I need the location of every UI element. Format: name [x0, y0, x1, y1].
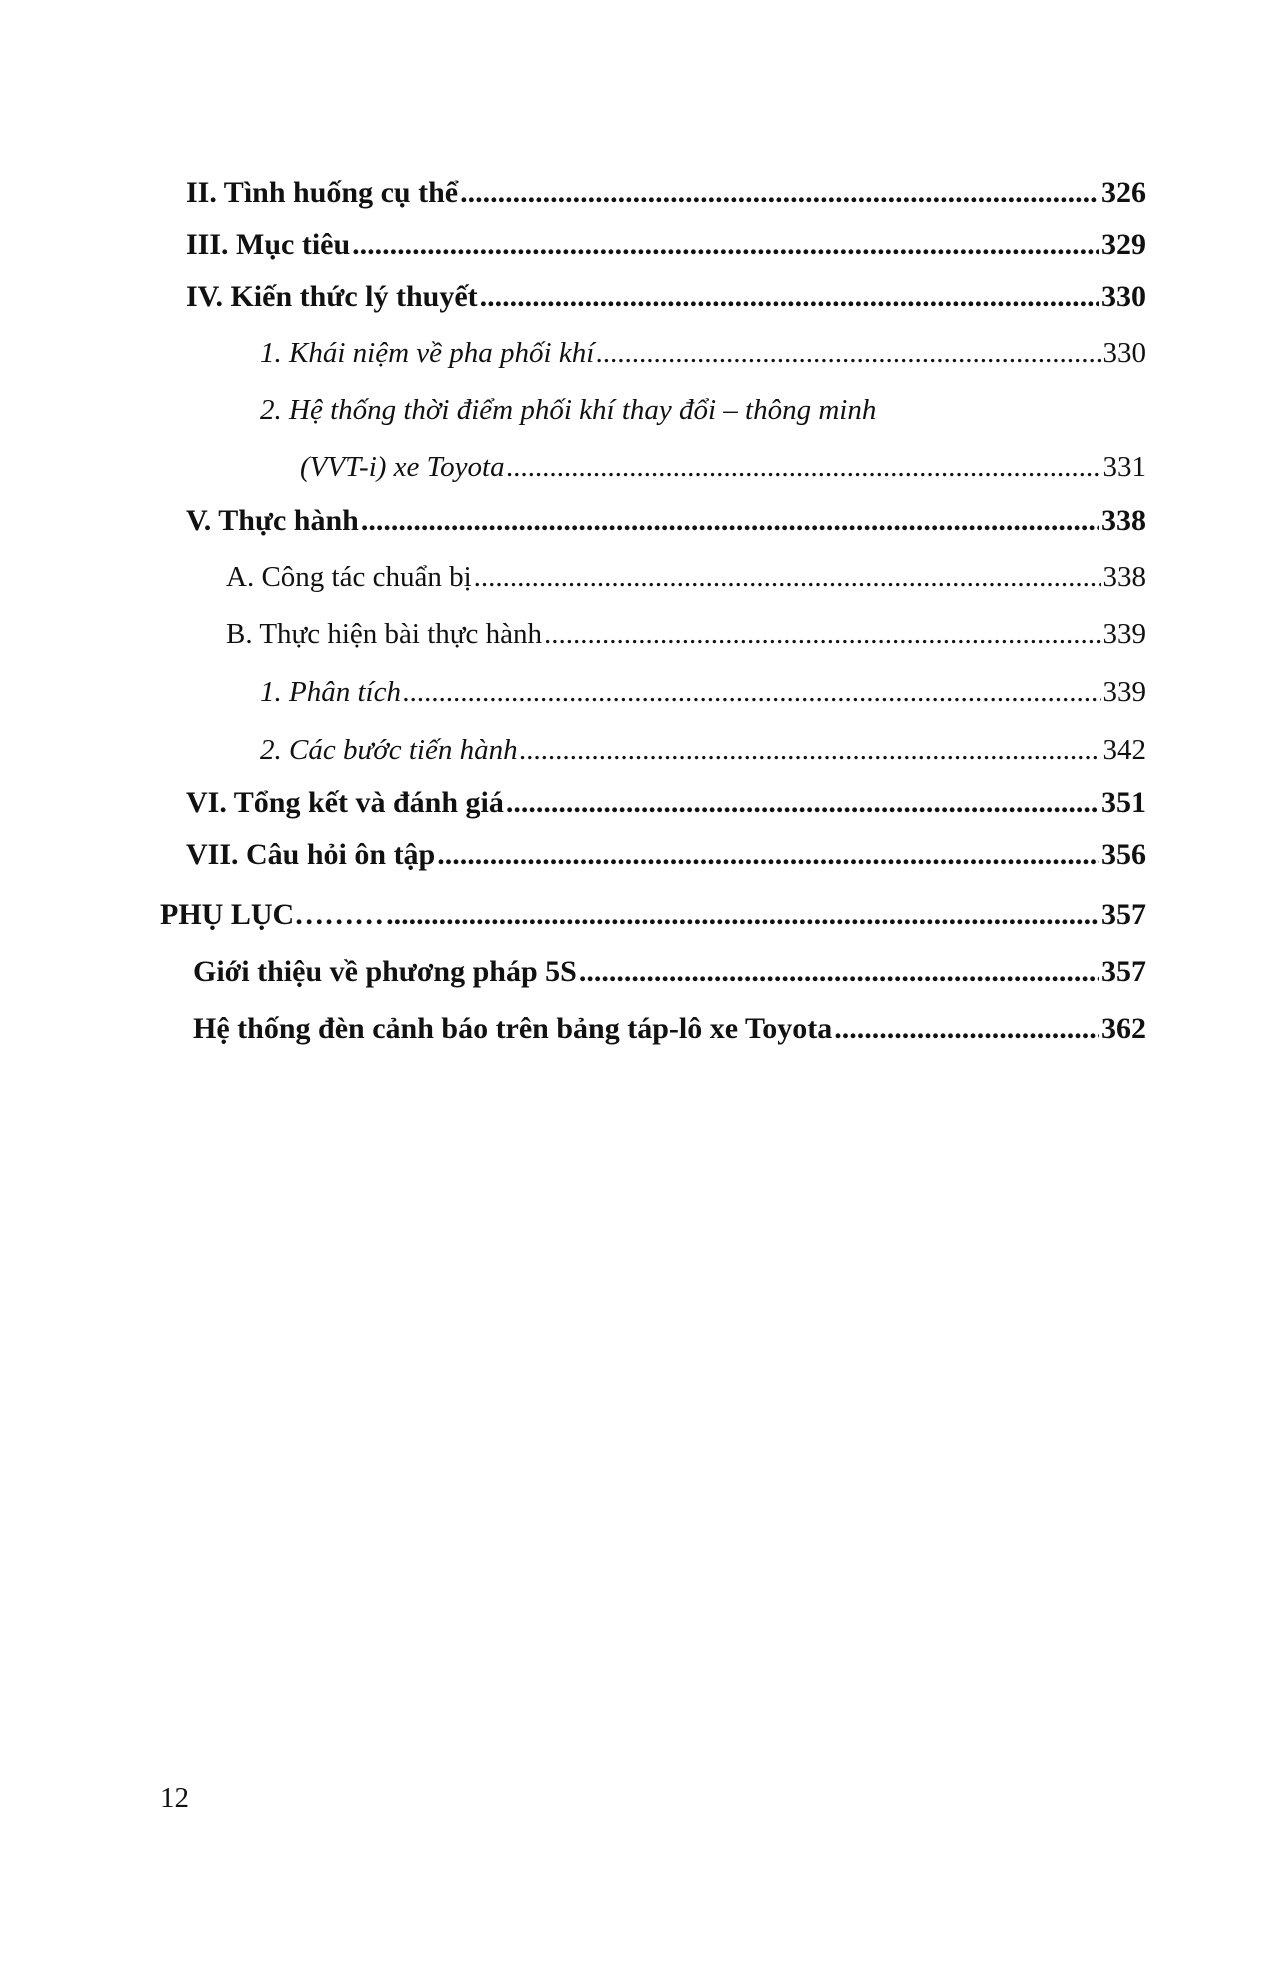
- dot-leader: [834, 1014, 1099, 1044]
- toc-entry-page: 326: [1101, 176, 1146, 209]
- toc-entry-label: III. Mục tiêu: [186, 228, 351, 261]
- toc-entry-page: 329: [1101, 228, 1146, 261]
- dot-leader: [460, 178, 1099, 208]
- toc-entry: [186, 788, 1146, 818]
- toc-entry-page: 342: [1102, 734, 1146, 766]
- toc-entry-label: Giới thiệu về phương pháp 5S: [193, 955, 577, 988]
- toc-entry: [193, 1014, 1146, 1044]
- toc-entry-page: 338: [1101, 504, 1146, 537]
- toc-entry: [186, 178, 1146, 208]
- toc-entry: [193, 957, 1146, 987]
- dot-leader: [403, 678, 1101, 707]
- toc-entry: [186, 506, 1146, 536]
- dot-leader: [474, 563, 1101, 592]
- toc-entry: [160, 900, 1146, 930]
- toc-entry-page: 357: [1101, 898, 1146, 931]
- toc-entry: [226, 620, 1146, 649]
- toc-entry: [300, 453, 1146, 482]
- toc-entry-page: 331: [1102, 451, 1146, 483]
- toc-entry-page: 339: [1102, 618, 1146, 650]
- dot-leader: [520, 736, 1101, 765]
- toc-entry-page: 356: [1101, 838, 1146, 871]
- toc-entry-label: II. Tình huống cụ thể: [186, 176, 459, 209]
- toc-entry-label: 1. Khái niệm về pha phối khí: [260, 337, 595, 369]
- toc-entry-label: PHỤ LỤC………: [160, 898, 385, 931]
- dot-leader: [386, 900, 1099, 930]
- toc-entry: [260, 396, 1146, 425]
- dot-leader: [507, 453, 1101, 482]
- toc-entry-label: IV. Kiến thức lý thuyết: [186, 280, 478, 313]
- toc-entry-page: 357: [1101, 955, 1146, 988]
- toc-entry: [260, 339, 1146, 368]
- dot-leader: [544, 620, 1101, 649]
- toc-entry-page: 330: [1101, 280, 1146, 313]
- toc-entry: [260, 736, 1146, 765]
- toc-entry-page: 338: [1102, 561, 1146, 593]
- toc-entry: [186, 230, 1146, 260]
- toc-entry-label: 1. Phân tích: [260, 676, 401, 708]
- toc-entry-page: 330: [1102, 337, 1146, 369]
- dot-leader: [437, 840, 1099, 870]
- dot-leader: [506, 788, 1099, 818]
- toc-entry-label: A. Công tác chuẩn bị: [226, 561, 472, 593]
- toc-entry-label: 2. Các bước tiến hành: [260, 734, 518, 766]
- toc-entry-label: V. Thực hành: [186, 504, 359, 537]
- toc-entry: [186, 840, 1146, 870]
- toc-entry-label: VI. Tổng kết và đánh giá: [186, 786, 504, 819]
- toc-entry-page: 362: [1101, 1012, 1146, 1045]
- dot-leader: [361, 506, 1099, 536]
- toc-entry-label: VII. Câu hỏi ôn tập: [186, 838, 436, 871]
- toc-entry-label: B. Thực hiện bài thực hành: [226, 618, 542, 650]
- toc-entry: [186, 282, 1146, 312]
- dot-leader: [596, 339, 1100, 368]
- toc-entry-label: (VVT-i) xe Toyota: [300, 451, 505, 483]
- toc-entry-page: 339: [1102, 676, 1146, 708]
- dot-leader: [579, 957, 1099, 987]
- toc-entry-page: 351: [1101, 786, 1146, 819]
- toc-entry: [226, 563, 1146, 592]
- page-number: 12: [160, 1782, 189, 1814]
- toc-entry: [260, 678, 1146, 707]
- dot-leader: [352, 230, 1099, 260]
- dot-leader: [480, 282, 1099, 312]
- toc-entry-label: Hệ thống đèn cảnh báo trên bảng táp-lô xe Toyota: [193, 1012, 833, 1045]
- toc-entry-label: 2. Hệ thống thời điểm phối khí thay đổi – thông minh: [260, 394, 877, 426]
